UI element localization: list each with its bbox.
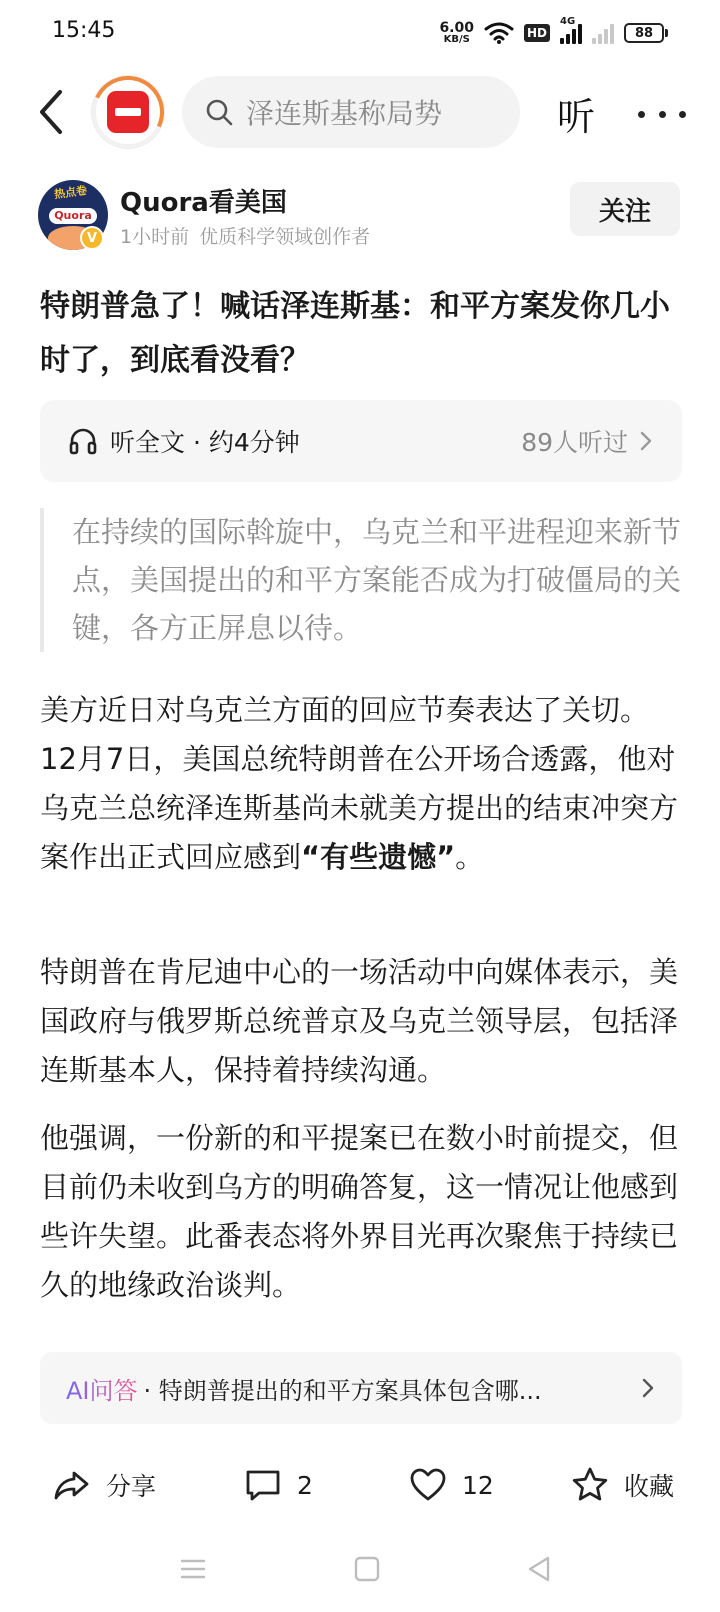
paragraph-1	[40, 686, 685, 882]
article-title: 特朗普急了！喊话泽连斯基：和平方案发你几小时了，到底看没看？	[40, 289, 670, 378]
app-logo[interactable]	[92, 76, 164, 148]
author-description: 优质科学领域创作者	[199, 226, 371, 248]
app-logo-mark	[107, 91, 149, 133]
like-button[interactable]	[408, 1462, 494, 1508]
paragraph-3: 他强调，一份新的和平提案已在数小时前提交，但目前仍未收到乌方的明确答复，这一情况让他感到些许失望。此番表态将外界目光再次聚焦于持续已久的地缘政治谈判。	[40, 1121, 679, 1302]
favorite-button[interactable]	[570, 1462, 674, 1508]
avatar-mark-text: Quora	[49, 208, 97, 224]
heart-icon	[408, 1465, 448, 1505]
cell-signal-icon	[560, 16, 582, 44]
headphone-icon	[68, 426, 98, 456]
status-icons	[439, 16, 668, 50]
back-triangle-icon[interactable]	[522, 1552, 556, 1586]
wifi-icon	[484, 21, 514, 45]
ai-tag: AI问答	[66, 1371, 138, 1406]
paragraph-2: 特朗普在肯尼迪中心的一场活动中向媒体表示，美国政府与俄罗斯总统普京及乌克兰领导层，包括泽连斯基本人，保持着持续沟通。	[40, 955, 679, 1087]
author-meta	[120, 222, 370, 249]
cell-signal-2-icon	[592, 22, 614, 44]
network-speed	[439, 21, 474, 45]
listen-label: 听全文 · 约4分钟	[110, 428, 300, 457]
favorite-label: 收藏	[624, 1472, 675, 1501]
chevron-right-icon	[640, 1377, 656, 1399]
comment-icon	[243, 1465, 283, 1505]
comment-button[interactable]	[243, 1462, 313, 1508]
status-bar	[0, 0, 720, 64]
menu-icon[interactable]	[176, 1552, 210, 1586]
share-label: 分享	[106, 1472, 157, 1501]
network-speed-unit: KB/S	[443, 34, 470, 45]
post-time: 1小时前	[120, 226, 190, 248]
network-speed-value: 6.00	[439, 20, 474, 36]
paragraph-1-end: 。	[455, 840, 485, 874]
author-header	[0, 178, 720, 258]
comment-count: 2	[297, 1470, 313, 1500]
battery-icon	[624, 23, 668, 43]
search-placeholder: 泽连斯基称局势	[246, 97, 443, 130]
avatar-hot-text: 热点卷	[53, 183, 88, 202]
article-summary-quote: 在持续的国际斡旋中，乌克兰和平进程迎来新节点，美国提出的和平方案能否成为打破僵局的关键，各方正屏息以待。	[40, 508, 685, 652]
star-icon	[570, 1465, 610, 1505]
ai-question-card[interactable]	[40, 1352, 682, 1424]
ai-question-text: · 特朗普提出的和平方案具体包含哪...	[143, 1376, 542, 1405]
search-input[interactable]	[182, 76, 520, 148]
signal-label: 4G	[560, 16, 576, 27]
action-bar	[0, 1450, 720, 1520]
home-icon[interactable]	[350, 1552, 384, 1586]
verified-icon: V	[80, 226, 104, 250]
chevron-right-icon	[638, 430, 654, 452]
listen-full-text-card[interactable]	[40, 400, 682, 482]
listen-button[interactable]: 听	[557, 95, 596, 139]
top-nav	[0, 72, 720, 152]
follow-button[interactable]: 关注	[570, 182, 680, 236]
share-icon	[52, 1465, 92, 1505]
back-arrow-icon[interactable]	[30, 86, 80, 138]
like-count: 12	[462, 1470, 494, 1500]
system-navigation-bar	[0, 1540, 720, 1600]
status-time: 15:45	[52, 18, 116, 43]
search-icon	[204, 97, 234, 127]
hd-badge: HD	[524, 24, 550, 42]
battery-level: 88	[624, 23, 664, 43]
listen-count: 89人听过	[521, 428, 628, 457]
more-options-icon[interactable]	[638, 94, 686, 134]
paragraph-1-emphasis: “有些遗憾”	[301, 840, 456, 874]
author-name[interactable]: Quora看美国	[120, 188, 287, 218]
paragraph-1-text: 美方近日对乌克兰方面的回应节奏表达了关切。12月7日，美国总统特朗普在公开场合透露，他对乌克兰总统泽连斯基尚未就美方提出的结束冲突方案作出正式回应感到	[40, 693, 679, 874]
share-button[interactable]	[52, 1462, 156, 1508]
